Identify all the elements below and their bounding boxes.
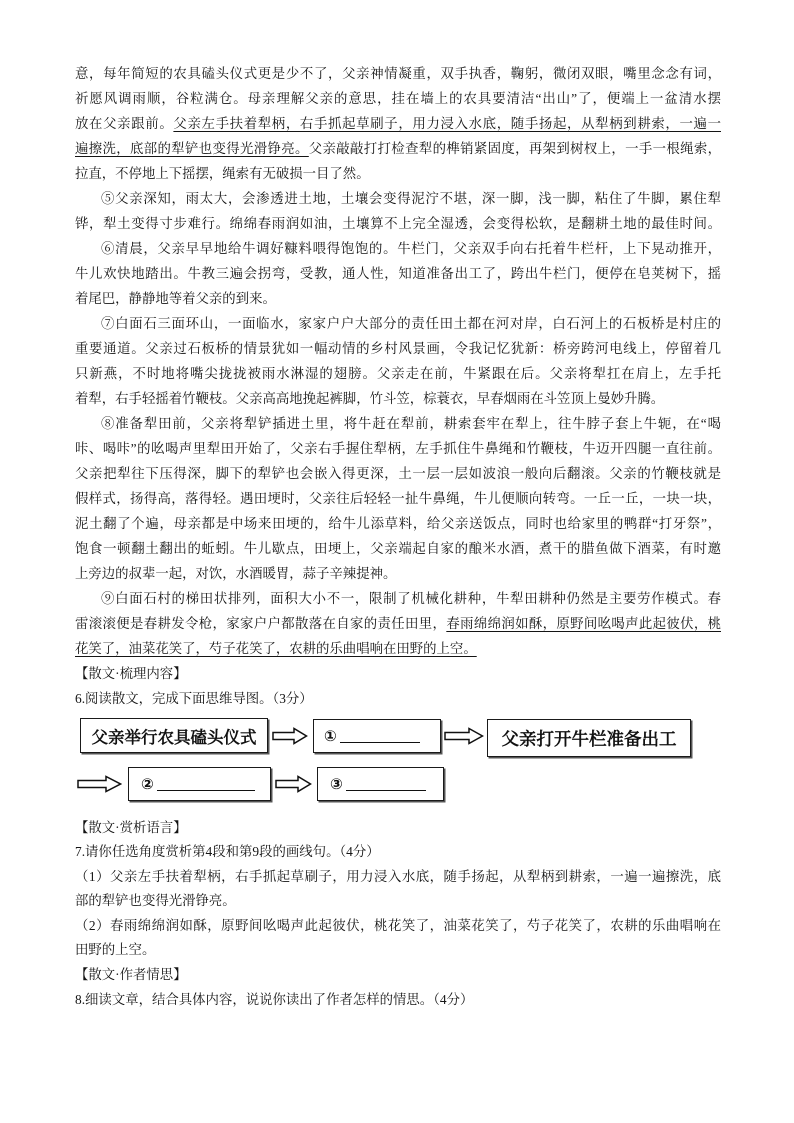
section-header-emotion: 【散文·作者情思】 [75, 967, 187, 983]
paragraph-8 [75, 411, 721, 586]
passage-line: 牛儿欢快地踏出。牛教三遍会拐弯，受教，通人性，知道准备出工了，跨出牛栏门，便停在皂荚树下，摇 [75, 266, 721, 281]
passage-line: ⑤父亲深知，雨太大，会渗透进土地，土壤会变得泥泞不堪，深一脚，浅一脚，粘住了牛脚，累住犁 [101, 191, 721, 206]
answer-line [346, 778, 426, 791]
blank-number: ② [141, 775, 154, 793]
questions [75, 816, 721, 1013]
question-7-item-2-line: （2）春雨绵绵润如酥，原野间吆喝声此起彼伏，桃花笑了，油菜花笑了，芍子花笑了，农耕的乐曲唱响在 [75, 917, 721, 933]
arrow-right-icon [275, 775, 312, 793]
mindmap-blank-3 [317, 767, 444, 801]
blank-number: ③ [330, 775, 343, 793]
blank-number: ① [324, 727, 337, 745]
passage-line: 假样式，扬得高，落得轻。遇田埂时，父亲往后轻轻一扯牛鼻绳，牛儿便顺向转弯。一丘一丘，一块一块， [75, 491, 721, 506]
arrow-right-icon [444, 727, 484, 745]
passage-line: 上旁边的叔辈一起，对饮，水酒暖胃，蒜子辛辣提神。 [75, 566, 397, 581]
passage-line: 意，每年简短的农具磕头仪式更是少不了，父亲神情凝重，双手执香，鞠躬，微闭双眼，嘴里念念有词， [75, 66, 721, 81]
passage-line: 着犁，右手轻摇着竹鞭枝。父亲高高地挽起裤脚，竹斗笠，棕蓑衣，早春烟雨在斗笠顶上曼妙升腾。 [75, 391, 665, 406]
section-header-content: 【散文·梳理内容】 [75, 666, 187, 681]
question-6: 6.阅读散文，完成下面思维导图。（3分） [75, 691, 313, 706]
mindmap-step-ritual: 父亲举行农具磕头仪式 [80, 718, 268, 753]
question-7-item-1-line: 部的犁铲也变得光滑铮亮。 [75, 893, 236, 909]
mindmap-blank-1 [313, 719, 441, 753]
passage-line: 铧，犁土变得寸步难行。绵绵春雨润如油，土壤算不上完全湿透，会变得松软，是翻耕土地的最佳时间。 [75, 216, 721, 231]
question-7-item-1-line: （1）父亲左手扶着犁柄，右手抓起草刷子，用力浸入水底，随手扬起，从犁柄到耕索，一遍一遍擦洗，底 [75, 868, 721, 884]
passage-line: 父亲把犁往下压得深，脚下的犁铲也会嵌入得更深，土一层一层如波浪一般向后翻滚。父亲的竹鞭枝就是 [75, 466, 721, 481]
question-7: 7.请你任选角度赏析第4段和第9段的画线句。（4分） [75, 844, 380, 860]
question-7-item-2-line: 田野的上空。 [75, 942, 156, 958]
passage-line [75, 111, 721, 136]
underlined-sentence: 花笑了，油菜花笑了，芍子花笑了，农耕的乐曲唱响在田野的上空。 [75, 641, 477, 656]
passage-line: ⑨白面石村的梯田状排列，面积大小不一，限制了机械化耕种，牛犁田耕种仍然是主要劳作模式。春 [101, 591, 721, 606]
underlined-sentence: 春雨绵绵润如酥，原野间吆喝声此起彼伏，桃 [446, 616, 721, 631]
passage-line: 重要通道。父亲过石板桥的情景犹如一幅动情的乡村风景画，令我记忆犹新：桥旁跨河电线上，停留着几 [75, 341, 721, 356]
arrow-right-icon [272, 727, 308, 745]
underlined-sentence: 遍擦洗，底部的犁铲也变得光滑铮亮。 [75, 141, 309, 156]
passage-text: 父亲敲敲打打检查犁的榫销紧固度，再架到树杈上，一手一根绳索， [308, 141, 722, 156]
passage-line: 拉直，不停地上下摇摆，绳索有无破损一目了然。 [75, 166, 370, 181]
passage-line: 祈愿风调雨顺，谷粒满仓。母亲理解父亲的意思，挂在墙上的农具要清洁“出山”了，便端上一盆清水摆 [75, 91, 721, 106]
paragraph-5 [75, 186, 721, 236]
mindmap-step-open-pen: 父亲打开牛栏准备出工 [487, 719, 691, 757]
paragraph-4 [75, 61, 721, 186]
passage-line: 咔、喝咔”的吆喝声里犁田开始了，父亲右手握住犁柄，左手抓住牛鼻绳和竹鞭枝，牛迈开四腿一直往前。 [75, 441, 721, 456]
paragraph-6 [75, 236, 721, 311]
passage-line: ⑥清晨，父亲早早地给牛调好糠料喂得饱饱的。牛栏门，父亲双手向右托着牛栏杆，上下晃动推开， [101, 241, 721, 256]
answer-line [340, 730, 420, 743]
question-8: 8.细读文章，结合具体内容，说说你读出了作者怎样的情思。（4分） [75, 991, 474, 1007]
answer-line [157, 778, 255, 791]
paragraph-9 [75, 586, 721, 661]
passage-line [75, 636, 721, 661]
passage-line: 着尾巴，静静地等着父亲的到来。 [75, 291, 276, 306]
passage-line: 泥土翻了个遍，母亲都是中场来田埂的，给牛儿添草料，给父亲送饭点，同时也给家里的鸭群“打牙祭”， [75, 516, 721, 531]
passage-line: 只新燕，不时地将嘴尖拢拢被雨水淋湿的翅膀。父亲走在前，牛紧跟在后。父亲将犁扛在肩上，左手托 [75, 366, 721, 381]
mindmap-blank-2 [128, 767, 271, 801]
paragraph-7 [75, 311, 721, 411]
passage-line [75, 611, 721, 636]
passage-line: ⑦白面石三面环山，一面临水，家家户户大部分的责任田土都在河对岸，白石河上的石板桥是村庄的 [101, 316, 721, 331]
arrow-right-icon [77, 775, 122, 793]
passage-text: 放在父亲跟前。 [75, 116, 174, 131]
passage [75, 61, 721, 711]
passage-line [75, 136, 721, 161]
passage-line: ⑧准备犁田前，父亲将犁铲插进土里，将牛赶在犁前，耕索套牢在犁上，往牛脖子套上牛轭，在“喝 [101, 416, 721, 431]
underlined-sentence: 父亲左手扶着犁柄，右手抓起草刷子，用力浸入水底，随手扬起，从犁柄到耕索，一遍一 [173, 116, 721, 131]
passage-line: 饱食一顿翻土翻出的蚯蚓。牛儿歇点，田埂上，父亲端起自家的酿米水酒，煮干的腊鱼做下酒菜，有时邀 [75, 541, 721, 556]
passage-text: 雷滚滚便是春耕发令枪，家家户户都散落在自家的责任田里， [75, 616, 447, 631]
section-header-language: 【散文·赏析语言】 [75, 819, 187, 835]
